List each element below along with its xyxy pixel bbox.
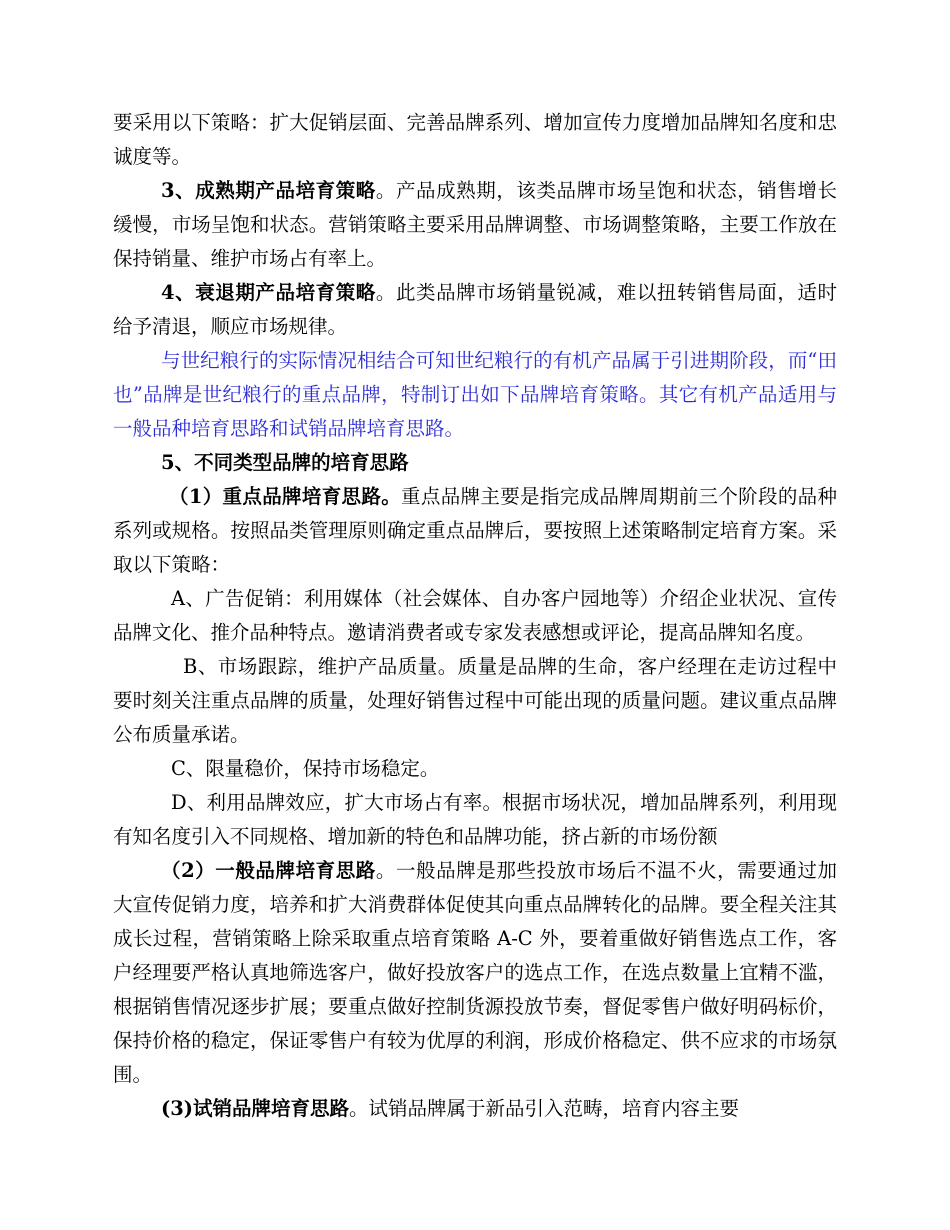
text-mature-stage: 。产品成熟期，该类品牌市场呈饱和状态，销售增长缓慢，市场呈饱和状态。营销策略主要采用品牌调整、市场调整策略，主要工作放在保持销量、维护市场占有率上。 xyxy=(113,179,837,270)
text-key-brand: 重点品牌主要是指完成品牌周期前三个阶段的品种系列或规格。按照品类管理原则确定重点品牌后，要按照上述策略制定培育方案。采取以下策略： xyxy=(113,485,837,576)
list-item-a: A、广告促销：利用媒体（社会媒体、自办客户园地等）介绍企业状况、宣传品牌文化、推介品种特点。邀请消费者或专家发表感想或评论，提高品牌知名度。 xyxy=(113,587,837,644)
document-body xyxy=(113,106,837,1126)
paragraph-trial-brand xyxy=(113,1092,837,1126)
list-item-b: B、市场跟踪，维护产品质量。质量是品牌的生命，客户经理在走访过程中要时刻关注重点品牌的质量，处理好销售过程中可能出现的质量问题。建议重点品牌公布质量承诺。 xyxy=(113,655,837,746)
heading-mature-stage: 3、成熟期产品培育策略 xyxy=(161,179,376,202)
heading-key-brand: （1）重点品牌培育思路。 xyxy=(169,485,402,508)
heading-decline-stage: 4、衰退期产品培育策略 xyxy=(161,281,376,304)
heading-trial-brand: (3)试销品牌培育思路 xyxy=(161,1097,350,1120)
paragraph-company-context: 与世纪粮行的实际情况相结合可知世纪粮行的有机产品属于引进期阶段，而“田也”品牌是世纪粮行的重点品牌，特制订出如下品牌培育策略。其它有机产品适用与一般品种培育思路和试销品牌培育思路。 xyxy=(113,349,837,440)
paragraph-intro: 要采用以下策略：扩大促销层面、完善品牌系列、增加宣传力度增加品牌知名度和忠诚度等。 xyxy=(113,111,837,168)
paragraph-general-brand xyxy=(113,854,837,1092)
text-decline-stage: 。此类品牌市场销量锐减，难以扭转销售局面，适时给予清退，顺应市场规律。 xyxy=(113,281,837,338)
text-trial-brand: 。试销品牌属于新品引入范畴，培育内容主要 xyxy=(349,1097,740,1120)
list-item-d: D、利用品牌效应，扩大市场占有率。根据市场状况，增加品牌系列，利用现有知名度引入不同规格、增加新的特色和品牌功能，挤占新的市场份额 xyxy=(113,791,837,848)
paragraph-decline-stage xyxy=(113,276,837,344)
section-heading-brand-types: 5、不同类型品牌的培育思路 xyxy=(161,451,409,474)
paragraph-key-brand xyxy=(113,480,837,582)
text-general-brand: 。一般品牌是那些投放市场后不温不火，需要通过加大宣传促销力度，培养和扩大消费群体促使其向重点品牌转化的品牌。要全程关注其成长过程，营销策略上除采取重点培育策略 A-C 外，要着重做好销售选点工作，客户经理要严格认真地筛选客户，做好投放客户的选点工作，在选点数量上宜精不滥，根据销售情况逐步扩展；要重点做好控制货源投放节奏，督促零售户做好明码标价，保持价格的稳定，保证零售户有较为优厚的利润，形成价格稳定、供不应求的市场氛围。 xyxy=(113,859,837,1086)
paragraph-mature-stage xyxy=(113,174,837,276)
list-item-c: C、限量稳价，保持市场稳定。 xyxy=(171,757,440,780)
heading-general-brand: （2）一般品牌培育思路 xyxy=(161,859,376,882)
